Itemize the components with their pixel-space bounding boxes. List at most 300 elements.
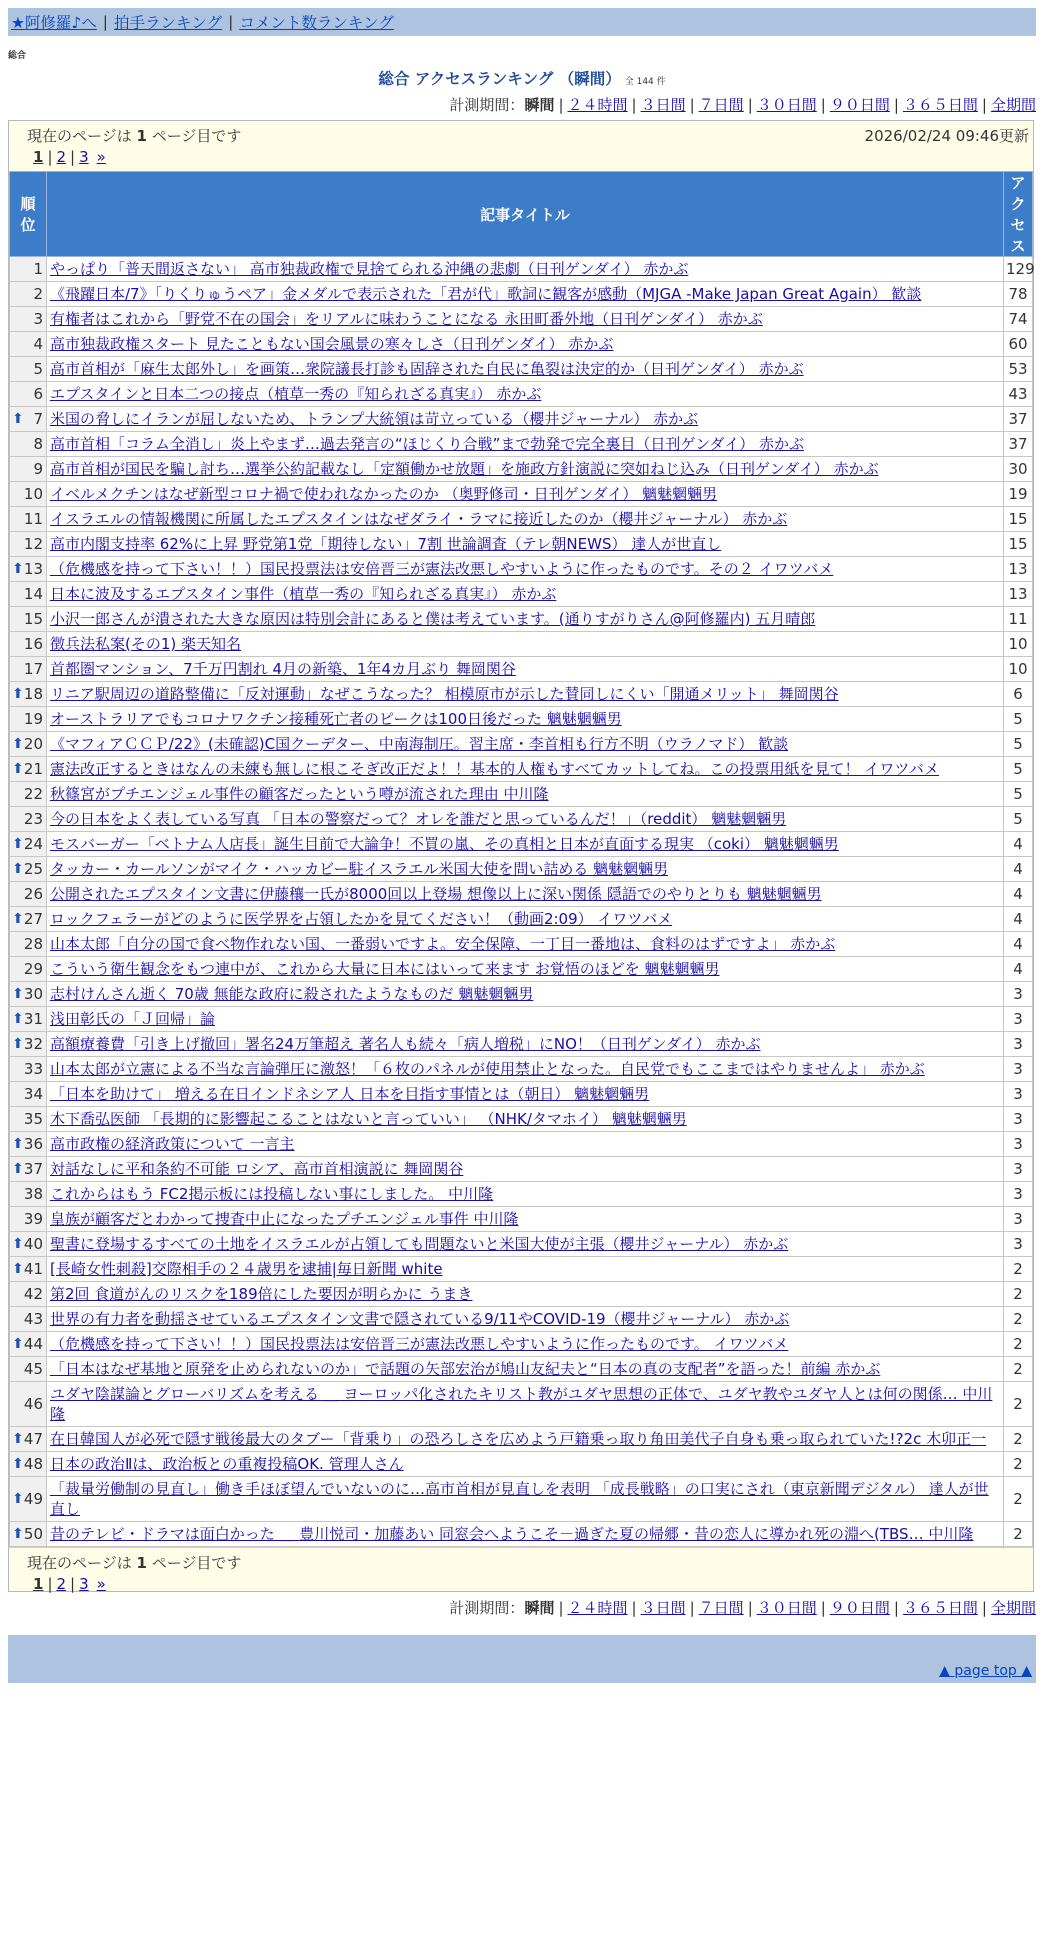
rank-cell — [10, 332, 47, 357]
table-row — [10, 1232, 1033, 1257]
table-row — [10, 1427, 1033, 1452]
section-label: 総合 — [8, 51, 27, 61]
article-title-link[interactable]: 山本太郎「自分の国で食べ物作れない国、一番弱いですよ。安全保障、一丁目一番地は、食料のはずですよ」 赤かぶ — [50, 935, 836, 953]
access-count: 37 — [1004, 432, 1033, 457]
title-cell — [47, 1082, 1004, 1107]
page-info — [9, 121, 1033, 171]
title-cell — [47, 307, 1004, 332]
table-row — [10, 1452, 1033, 1477]
access-count: 2 — [1004, 1522, 1033, 1547]
clap-ranking-link[interactable]: 拍手ランキング — [114, 14, 223, 32]
title-cell — [47, 1232, 1004, 1257]
rank-number: 31 — [23, 1010, 43, 1028]
article-title-link[interactable]: 高市首相が「麻生太郎外し」を画策…衆院議長打診も固辞された自民に亀裂は決定的か（日刊ゲンダイ） 赤かぶ — [50, 360, 804, 378]
table-row — [10, 782, 1033, 807]
rank-number: 42 — [23, 1285, 43, 1303]
period-separator: | — [893, 96, 899, 114]
access-count: 3 — [1004, 1182, 1033, 1207]
rank-number: 30 — [23, 985, 43, 1003]
article-title-link[interactable]: 徴兵法私案(その1) 楽天知名 — [50, 635, 242, 653]
rank-number: 26 — [23, 885, 43, 903]
rank-number: 44 — [23, 1335, 43, 1353]
rank-cell — [10, 532, 47, 557]
title-cell — [47, 1132, 1004, 1157]
article-title-link[interactable]: 高市内閣支持率 62%に上昇 野党第1党「期待しない」7割 世論調査（テレ朝NEWS） 達人が世直し — [50, 535, 722, 553]
period-link[interactable]: ３日間 — [640, 96, 686, 114]
title-cell — [47, 1427, 1004, 1452]
pager — [33, 148, 1025, 166]
period-link[interactable]: ９０日間 — [829, 1599, 890, 1617]
article-title-link[interactable]: 「日本を助けて」 増える在日インドネシア人 日本を目指す事情とは（朝日） 魑魅魍魎男 — [50, 1085, 650, 1103]
title-cell — [47, 957, 1004, 982]
pager-next-link[interactable]: » — [96, 148, 106, 166]
title-cell — [47, 282, 1004, 307]
rank-up-arrow-icon: ⬆ — [12, 861, 24, 877]
access-count: 5 — [1004, 732, 1033, 757]
pager-separator: | — [47, 148, 53, 166]
pager-separator: | — [47, 1575, 53, 1593]
rank-cell — [10, 1107, 47, 1132]
access-count: 2 — [1004, 1382, 1033, 1427]
nav-separator: | — [228, 13, 234, 31]
rank-number: 45 — [23, 1360, 43, 1378]
rank-up-arrow-icon: ⬆ — [12, 1261, 24, 1277]
rank-number: 6 — [33, 385, 43, 403]
article-title-link[interactable]: モスバーガー「ベトナム人店長」誕生目前で大論争！不買の嵐、その真相と日本が直面する現実 （coki） 魑魅魍魎男 — [50, 835, 839, 853]
access-count: 3 — [1004, 1157, 1033, 1182]
article-title-link[interactable]: 米国の脅しにイランが屈しないため、トランプ大統領は苛立っている（櫻井ジャーナル） 赤かぶ — [50, 410, 699, 428]
title-cell — [47, 882, 1004, 907]
table-row — [10, 482, 1033, 507]
table-row — [10, 1107, 1033, 1132]
rank-number: 47 — [23, 1430, 43, 1448]
article-title-link[interactable]: 志村けんさん逝く 70歳 無能な政府に殺されたようなものだ 魑魅魍魎男 — [50, 985, 534, 1003]
table-row — [10, 707, 1033, 732]
period-separator: | — [631, 96, 637, 114]
article-title-link[interactable]: 首都圏マンション、7千万円割れ 4月の新築、1年4カ月ぶり 舞岡関谷 — [50, 660, 516, 678]
article-title-link[interactable]: イスラエルの情報機関に所属したエプスタインはなぜダライ・ラマに接近したのか（櫻井ジャーナル） 赤かぶ — [50, 510, 788, 528]
table-row — [10, 532, 1033, 557]
rank-number: 43 — [23, 1310, 43, 1328]
rank-up-arrow-icon: ⬆ — [12, 1526, 24, 1542]
rank-cell — [10, 307, 47, 332]
table-row — [10, 1207, 1033, 1232]
rank-up-arrow-icon: ⬆ — [12, 836, 24, 852]
access-count: 30 — [1004, 457, 1033, 482]
period-separator: | — [893, 1599, 899, 1617]
table-row — [10, 1182, 1033, 1207]
rank-cell — [10, 407, 47, 432]
rank-up-arrow-icon: ⬆ — [12, 1456, 24, 1472]
access-count: 6 — [1004, 682, 1033, 707]
access-count: 4 — [1004, 907, 1033, 932]
pager-current: 1 — [33, 148, 44, 166]
table-row — [10, 807, 1033, 832]
period-link[interactable]: ３日間 — [640, 1599, 686, 1617]
rank-number: 40 — [23, 1235, 43, 1253]
access-count: 4 — [1004, 857, 1033, 882]
title-cell — [47, 1157, 1004, 1182]
access-count: 2 — [1004, 1307, 1033, 1332]
top-nav — [8, 8, 1036, 36]
rank-number: 8 — [33, 435, 43, 453]
title-cell — [47, 332, 1004, 357]
access-count: 2 — [1004, 1477, 1033, 1522]
access-count: 3 — [1004, 982, 1033, 1007]
article-title-link[interactable]: やっぱり「普天間返さない」 高市独裁政権で見捨てられる沖縄の悲劇（日刊ゲンダイ） 赤かぶ — [50, 260, 689, 278]
rank-cell — [10, 1007, 47, 1032]
period-separator: | — [558, 1599, 564, 1617]
rank-number: 7 — [33, 410, 43, 428]
title-cell — [47, 382, 1004, 407]
rank-number: 19 — [23, 710, 43, 728]
rank-cell — [10, 1522, 47, 1547]
article-title-link[interactable]: 聖書に登場するすべての土地をイスラエルが占領しても問題ないと米国大使が主張（櫻井ジャーナル） 赤かぶ — [50, 1235, 789, 1253]
rank-cell — [10, 1232, 47, 1257]
col-access-header: アクセス — [1004, 172, 1033, 257]
page-title — [0, 67, 1044, 89]
article-title-link[interactable]: 浅田彰氏の「Ｊ回帰」論 — [50, 1010, 216, 1028]
page-top-link[interactable]: ▲ page top ▲ — [939, 1663, 1032, 1679]
access-count: 3 — [1004, 1132, 1033, 1157]
rank-cell — [10, 1057, 47, 1082]
access-count: 11 — [1004, 607, 1033, 632]
article-title-link[interactable]: 「日本はなぜ基地と原発を止められないのか」で話題の矢部宏治が鳩山友紀夫と“日本の真の支配者”を語った！前編 赤かぶ — [50, 1360, 881, 1378]
period-separator: | — [631, 1599, 637, 1617]
title-cell — [47, 732, 1004, 757]
article-title-link[interactable]: （危機感を持って下さい！！）国民投票法は安倍晋三が憲法改悪しやすいように作ったものです。その２ イワツバメ — [50, 560, 834, 578]
access-count: 53 — [1004, 357, 1033, 382]
access-count: 2 — [1004, 1452, 1033, 1477]
page-title-text: 総合 アクセスランキング （瞬間） — [378, 70, 621, 88]
title-cell — [47, 582, 1004, 607]
rank-up-arrow-icon: ⬆ — [12, 411, 24, 427]
rank-cell — [10, 1382, 47, 1427]
rank-number: 2 — [33, 285, 43, 303]
table-row — [10, 1257, 1033, 1282]
article-title-link[interactable]: オーストラリアでもコロナワクチン接種死亡者のピークは100日後だった 魑魅魍魎男 — [50, 710, 622, 728]
access-count: 5 — [1004, 807, 1033, 832]
access-count: 2 — [1004, 1357, 1033, 1382]
period-separator: | — [981, 96, 987, 114]
rank-number: 20 — [23, 735, 43, 753]
rank-cell — [10, 1307, 47, 1332]
access-count: 4 — [1004, 882, 1033, 907]
rank-cell — [10, 957, 47, 982]
article-title-link[interactable]: 日本の政治Ⅱは、政治板との重複投稿OK. 管理人さん — [50, 1455, 404, 1473]
rank-number: 27 — [23, 910, 43, 928]
article-title-link[interactable]: （危機感を持って下さい！！）国民投票法は安倍晋三が憲法改悪しやすいように作ったものです。 イワツバメ — [50, 1335, 789, 1353]
table-row — [10, 832, 1033, 857]
pager-link[interactable]: 3 — [79, 148, 89, 166]
rank-up-arrow-icon: ⬆ — [12, 561, 24, 577]
article-title-link[interactable]: 高市首相「コラム全消し」炎上やまず…過去発言の“ほじくり合戦”まで勃発で完全裏目（日刊ゲンダイ） 赤かぶ — [50, 435, 804, 453]
table-row — [10, 1477, 1033, 1522]
access-count: 3 — [1004, 1082, 1033, 1107]
title-cell — [47, 1207, 1004, 1232]
article-title-link[interactable]: 高市首相が国民を騙し討ち…選挙公約記載なし「定額働かせ放題」を施政方針演説に突如ねじ込み（日刊ゲンダイ） 赤かぶ — [50, 460, 879, 478]
ranking-box — [8, 120, 1034, 1592]
period-link[interactable]: ３０日間 — [756, 96, 817, 114]
rank-cell — [10, 632, 47, 657]
table-row — [10, 332, 1033, 357]
rank-cell — [10, 1032, 47, 1057]
rank-cell — [10, 1182, 47, 1207]
period-link[interactable]: ２４時間 — [567, 1599, 628, 1617]
period-link[interactable]: 全期間 — [990, 96, 1036, 114]
bottom-bar — [8, 1635, 1036, 1659]
rank-number: 33 — [23, 1060, 43, 1078]
rank-cell — [10, 882, 47, 907]
title-cell — [47, 457, 1004, 482]
rank-cell — [10, 457, 47, 482]
rank-number: 50 — [23, 1525, 43, 1543]
table-row — [10, 357, 1033, 382]
period-link[interactable]: ７日間 — [698, 96, 744, 114]
rank-cell — [10, 857, 47, 882]
rank-number: 49 — [23, 1490, 43, 1508]
article-title-link[interactable]: 在日韓国人が必死で隠す戦後最大のタブー「背乗り」の恐ろしさを広めよう戸籍乗っ取り角田美代子自身も乗っ取られていた!?2c 木卯正一 — [50, 1430, 987, 1448]
table-row — [10, 932, 1033, 957]
pager-link[interactable]: 2 — [56, 1575, 67, 1593]
period-selector — [8, 95, 1036, 116]
table-row — [10, 857, 1033, 882]
access-count: 3 — [1004, 1107, 1033, 1132]
article-title-link[interactable]: 小沢一郎さんが潰された大きな原因は特別会計にあると僕は考えています。(通りすがりさん@阿修羅内) 五月晴郎 — [50, 610, 816, 628]
article-title-link[interactable]: エプスタインと日本二つの接点（植草一秀の『知られざる真実』） 赤かぶ — [50, 385, 542, 403]
table-row — [10, 732, 1033, 757]
rank-number: 25 — [23, 860, 43, 878]
table-row — [10, 1332, 1033, 1357]
access-count: 129 — [1004, 257, 1033, 282]
title-cell — [47, 832, 1004, 857]
title-cell — [47, 682, 1004, 707]
period-separator: | — [689, 1599, 695, 1617]
article-title-link[interactable]: 第2回 食道がんのリスクを189倍にした要因が明らかに うまき — [50, 1285, 473, 1303]
period-separator: | — [689, 96, 695, 114]
access-count: 15 — [1004, 532, 1033, 557]
article-title-link[interactable]: イベルメクチンはなぜ新型コロナ禍で使われなかったのか （奥野修司・日刊ゲンダイ） 魑魅魍魎男 — [50, 485, 718, 503]
title-cell — [47, 607, 1004, 632]
access-count: 37 — [1004, 407, 1033, 432]
article-title-link[interactable]: 高額療養費「引き上げ撤回」署名24万筆超え 著名人も続々「病人増税」にNO！（日刊ゲンダイ） 赤かぶ — [50, 1035, 761, 1053]
total-count: 全 144 件 — [624, 77, 666, 87]
pager-link[interactable]: 2 — [56, 148, 67, 166]
rank-cell — [10, 982, 47, 1007]
article-title-link[interactable]: [長崎女性刺殺]交際相手の２４歳男を逮捕|毎日新聞 white — [50, 1260, 443, 1278]
current-page-label: 現在のページは 1 ページ目です — [27, 1554, 242, 1572]
rank-cell — [10, 607, 47, 632]
access-count: 15 — [1004, 507, 1033, 532]
article-title-link[interactable]: 木下喬弘医師 「長期的に影響起こることはないと言っていい」 （NHK/タマホイ） 魑魅魍魎男 — [50, 1110, 687, 1128]
rank-number: 10 — [23, 485, 43, 503]
table-row — [10, 1357, 1033, 1382]
rank-cell — [10, 807, 47, 832]
article-title-link[interactable]: リニア駅周辺の道路整備に「反対運動」なぜこうなった？ 相模原市が示した賛同しにくい「開通メリット」 舞岡関谷 — [50, 685, 839, 703]
rank-up-arrow-icon: ⬆ — [12, 1011, 24, 1027]
title-cell — [47, 1382, 1004, 1427]
table-header-row — [10, 172, 1033, 257]
table-row — [10, 1157, 1033, 1182]
rank-number: 12 — [23, 535, 43, 553]
period-selector — [8, 1598, 1036, 1619]
pager-current: 1 — [33, 1575, 44, 1593]
article-title-link[interactable]: 秋篠宮がプチエンジェル事件の顧客だったという噂が流された理由 中川隆 — [50, 785, 549, 803]
article-title-link[interactable]: 世界の有力者を動揺させているエプスタイン文書で隠されている9/11やCOVID-19（櫻井ジャーナル） 赤かぶ — [50, 1310, 790, 1328]
table-row — [10, 307, 1033, 332]
pager-separator: | — [70, 148, 76, 166]
table-row — [10, 1057, 1033, 1082]
page-info-footer — [9, 1547, 1033, 1591]
title-cell — [47, 1107, 1004, 1132]
period-link[interactable]: ７日間 — [698, 1599, 744, 1617]
period-link[interactable]: ２４時間 — [567, 96, 628, 114]
rank-cell — [10, 657, 47, 682]
rank-number: 4 — [33, 335, 43, 353]
article-title-link[interactable]: これからはもう FC2掲示板には投稿しない事にしました。 中川隆 — [50, 1185, 494, 1203]
title-cell — [47, 257, 1004, 282]
rank-number: 29 — [23, 960, 43, 978]
table-row — [10, 582, 1033, 607]
table-row — [10, 282, 1033, 307]
article-title-link[interactable]: タッカー・カールソンがマイク・ハッカビー駐イスラエル米国大使を問い詰める 魑魅魍魎男 — [50, 860, 669, 878]
table-row — [10, 557, 1033, 582]
article-title-link[interactable]: 公開されたエプスタイン文書に伊藤穰一氏が8000回以上登場 想像以上に深い関係 隠語でのやりとりも 魑魅魍魎男 — [50, 885, 822, 903]
title-cell — [47, 432, 1004, 457]
rank-number: 24 — [23, 835, 43, 853]
access-count: 3 — [1004, 1057, 1033, 1082]
rank-up-arrow-icon: ⬆ — [12, 1236, 24, 1252]
rank-cell — [10, 907, 47, 932]
access-count: 74 — [1004, 307, 1033, 332]
table-row — [10, 1082, 1033, 1107]
rank-number: 23 — [23, 810, 43, 828]
rank-cell — [10, 257, 47, 282]
table-row — [10, 957, 1033, 982]
period-current: 瞬間 — [524, 96, 555, 114]
table-row — [10, 1007, 1033, 1032]
rank-cell — [10, 757, 47, 782]
title-cell — [47, 1182, 1004, 1207]
table-row — [10, 1032, 1033, 1057]
title-cell — [47, 557, 1004, 582]
rank-number: 21 — [23, 760, 43, 778]
period-link[interactable]: ９０日間 — [829, 96, 890, 114]
table-row — [10, 607, 1033, 632]
rank-cell — [10, 432, 47, 457]
rank-number: 16 — [23, 635, 43, 653]
period-link[interactable]: 全期間 — [990, 1599, 1036, 1617]
rank-up-arrow-icon: ⬆ — [12, 1336, 24, 1352]
article-title-link[interactable]: 皇族が顧客だとわかって捜査中止になったプチエンジェル事件 中川隆 — [50, 1210, 519, 1228]
title-cell — [47, 807, 1004, 832]
article-title-link[interactable]: 《飛躍日本/7》「りくりゅうペア」金メダルで表示された「君が代」歌詞に観客が感動（MJGA -Make Japan Great Again） 歓談 — [50, 285, 922, 303]
article-title-link[interactable]: 「裁量労働制の見直し」働き手ほぼ望んでいないのに…高市首相が見直しを表明 「成長戦略」の口実にされ（東京新聞デジタル） 達人が世直し — [50, 1480, 989, 1518]
access-count: 4 — [1004, 832, 1033, 857]
rank-number: 9 — [33, 460, 43, 478]
period-link[interactable]: ３０日間 — [756, 1599, 817, 1617]
rank-number: 32 — [23, 1035, 43, 1053]
article-title-link[interactable]: 山本太郎が立憲による不当な言論弾圧に激怒！「６枚のパネルが使用禁止となった。自民党でもここまではやりませんよ」 赤かぶ — [50, 1060, 925, 1078]
article-title-link[interactable]: 《マフィアＣＣＰ/22》(未確認)C国クーデター、中南海制圧。習主席・李首相も行方不明（ウラノマド） 歓談 — [50, 735, 789, 753]
rank-number: 38 — [23, 1185, 43, 1203]
home-link[interactable]: ★阿修羅♪へ — [11, 14, 97, 32]
title-cell — [47, 482, 1004, 507]
access-count: 2 — [1004, 1257, 1033, 1282]
table-row — [10, 757, 1033, 782]
rank-number: 46 — [23, 1395, 43, 1413]
rank-up-arrow-icon: ⬆ — [12, 1491, 24, 1507]
rank-cell — [10, 1357, 47, 1382]
rank-cell — [10, 1332, 47, 1357]
rank-cell — [10, 1082, 47, 1107]
title-cell — [47, 657, 1004, 682]
rank-cell — [10, 732, 47, 757]
title-cell — [47, 357, 1004, 382]
col-title-header: 記事タイトル — [47, 172, 1004, 257]
article-title-link[interactable]: 今の日本をよく表している写真 「日本の警察だって？オレを誰だと思っているんだ！」（reddit） 魑魅魍魎男 — [50, 810, 787, 828]
rank-number: 15 — [23, 610, 43, 628]
article-title-link[interactable]: こういう衛生観念をもつ連中が、これから大量に日本にはいって来ます お覚悟のほどを 魑魅魍魎男 — [50, 960, 720, 978]
rank-up-arrow-icon: ⬆ — [12, 1431, 24, 1447]
rank-cell — [10, 1452, 47, 1477]
access-count: 3 — [1004, 1207, 1033, 1232]
title-cell — [47, 1332, 1004, 1357]
rank-number: 11 — [23, 510, 43, 528]
table-row — [10, 1282, 1033, 1307]
access-count: 3 — [1004, 1232, 1033, 1257]
period-separator: | — [820, 96, 826, 114]
title-cell — [47, 1357, 1004, 1382]
access-count: 5 — [1004, 757, 1033, 782]
comment-ranking-link[interactable]: コメント数ランキング — [239, 14, 394, 32]
table-row — [10, 1132, 1033, 1157]
table-row — [10, 632, 1033, 657]
rank-number: 3 — [33, 310, 43, 328]
rank-number: 34 — [23, 1085, 43, 1103]
article-title-link[interactable]: 憲法改正するときはなんの未練も無しに根こそぎ改正だよ！！基本的人権もすべてカットしてね。この投票用紙を見て！ イワツバメ — [50, 760, 940, 778]
table-row — [10, 1522, 1033, 1547]
article-title-link[interactable]: 高市独裁政権スタート 見たこともない国会風景の寒々しさ（日刊ゲンダイ） 赤かぶ — [50, 335, 614, 353]
rank-cell — [10, 782, 47, 807]
rank-cell — [10, 1477, 47, 1522]
rank-number: 41 — [23, 1260, 43, 1278]
rank-cell — [10, 357, 47, 382]
article-title-link[interactable]: 対話なしに平和条約不可能 ロシア、高市首相演説に 舞岡関谷 — [50, 1160, 464, 1178]
rank-up-arrow-icon: ⬆ — [12, 1036, 24, 1052]
article-title-link[interactable]: ユダヤ陰謀論とグローバリズムを考える ＿ ヨーロッパ化されたキリスト教がユダヤ思想の正体で、ユダヤ教やユダヤ人とは何の関係… 中川隆 — [50, 1385, 993, 1423]
title-cell — [47, 907, 1004, 932]
pager-next-link[interactable]: » — [96, 1575, 106, 1593]
pager-link[interactable]: 3 — [79, 1575, 89, 1593]
period-link[interactable]: ３６５日間 — [902, 96, 978, 114]
rank-number: 37 — [23, 1160, 43, 1178]
period-link[interactable]: ３６５日間 — [902, 1599, 978, 1617]
rank-cell — [10, 932, 47, 957]
article-title-link[interactable]: ロックフェラーがどのように医学界を占領したかを見てください！（動画2:09） イワツバメ — [50, 910, 673, 928]
rank-number: 39 — [23, 1210, 43, 1228]
article-title-link[interactable]: 有権者はこれから「野党不在の国会」をリアルに味わうことになる 永田町番外地（日刊ゲンダイ） 赤かぶ — [50, 310, 763, 328]
table-row — [10, 1307, 1033, 1332]
table-row — [10, 1382, 1033, 1427]
article-title-link[interactable]: 高市政権の経済政策について 一言主 — [50, 1135, 295, 1153]
rank-cell — [10, 1427, 47, 1452]
article-title-link[interactable]: 日本に波及するエプスタイン事件（植草一秀の『知られざる真実』） 赤かぶ — [50, 585, 557, 603]
access-count: 5 — [1004, 707, 1033, 732]
article-title-link[interactable]: 昔のテレビ・ドラマは面白かった ＿ 豊川悦司・加藤あい 同窓会へようこそ－過ぎた夏の帰郷・昔の恋人に導かれ死の淵へ(TBS… 中川隆 — [50, 1525, 974, 1543]
title-cell — [47, 1007, 1004, 1032]
period-separator: | — [820, 1599, 826, 1617]
